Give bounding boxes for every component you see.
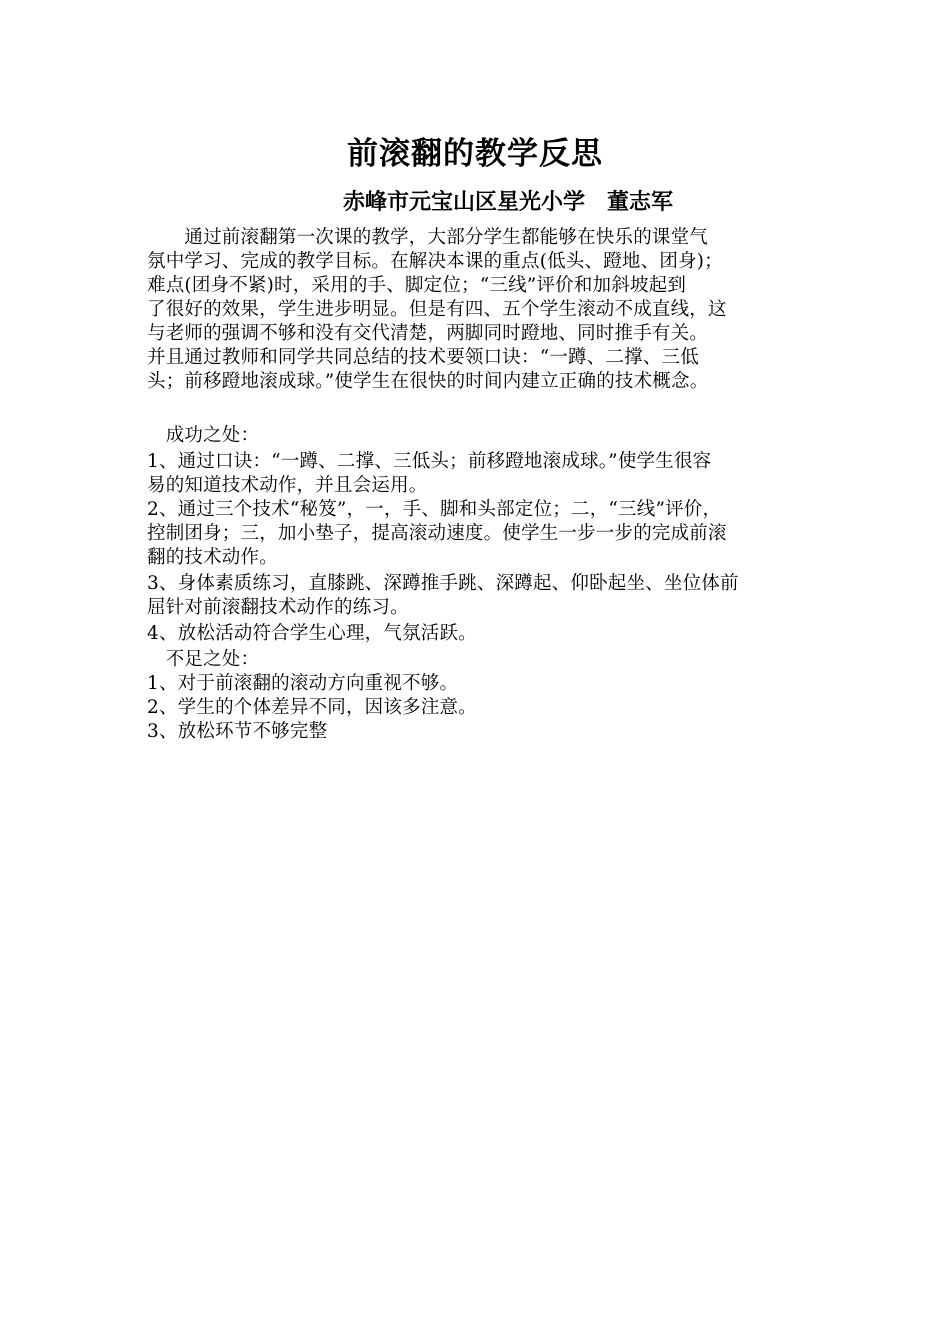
intro-line: 并且通过教师和同学共同总结的技术要领口诀：“一蹲、二撑、三低: [147, 347, 699, 368]
intro-line: 难点(团身不紧)时，采用的手、脚定位；“三线”评价和加斜坡起到: [147, 275, 687, 296]
intro-line: 与老师的强调不够和没有交代清楚，两脚同时蹬地、同时推手有关。: [147, 323, 709, 344]
success-line: 控制团身；三，加小垫子，提高滚动速度。使学生一步一步的完成前滚: [147, 523, 727, 544]
shortcoming-line: 2、学生的个体差异不同，因该多注意。: [147, 697, 477, 718]
intro-line: 通过前滚翻第一次课的教学，大部分学生都能够在快乐的课堂气: [147, 227, 709, 248]
author-byline: 赤峰市元宝山区星光小学 董志军: [343, 190, 674, 215]
success-line: 2、通过三个技术“秘笈”，一，手、脚和头部定位；二，“三线”评价，: [147, 499, 722, 520]
success-line: 翻的技术动作。: [147, 547, 278, 568]
intro-line: 头；前移蹬地滚成球。”使学生在很快的时间内建立正确的技术概念。: [147, 371, 709, 392]
success-heading: 成功之处：: [147, 425, 260, 446]
document-title: 前滚翻的教学反思: [347, 136, 603, 172]
shortcoming-heading: 不足之处：: [147, 649, 260, 670]
success-line: 3、身体素质练习，直膝跳、深蹲推手跳、深蹲起、仰卧起坐、坐位体前: [147, 573, 739, 594]
intro-line: 了很好的效果，学生进步明显。但是有四、五个学生滚动不成直线，这: [147, 299, 727, 320]
success-line: 易的知道技术动作，并且会运用。: [147, 475, 428, 496]
success-line: 4、放松活动符合学生心理，气氛活跃。: [147, 623, 477, 644]
success-line: 屈针对前滚翻技术动作的练习。: [147, 597, 409, 618]
success-line: 1、通过口诀：“一蹲、二撑、三低头；前移蹬地滚成球。”使学生很容: [147, 451, 712, 472]
intro-line: 氛中学习、完成的教学目标。在解决本课的重点(低头、蹬地、团身)；: [147, 251, 723, 272]
shortcoming-line: 1、对于前滚翻的滚动方向重视不够。: [147, 673, 459, 694]
shortcoming-line: 3、放松环节不够完整: [147, 721, 328, 742]
